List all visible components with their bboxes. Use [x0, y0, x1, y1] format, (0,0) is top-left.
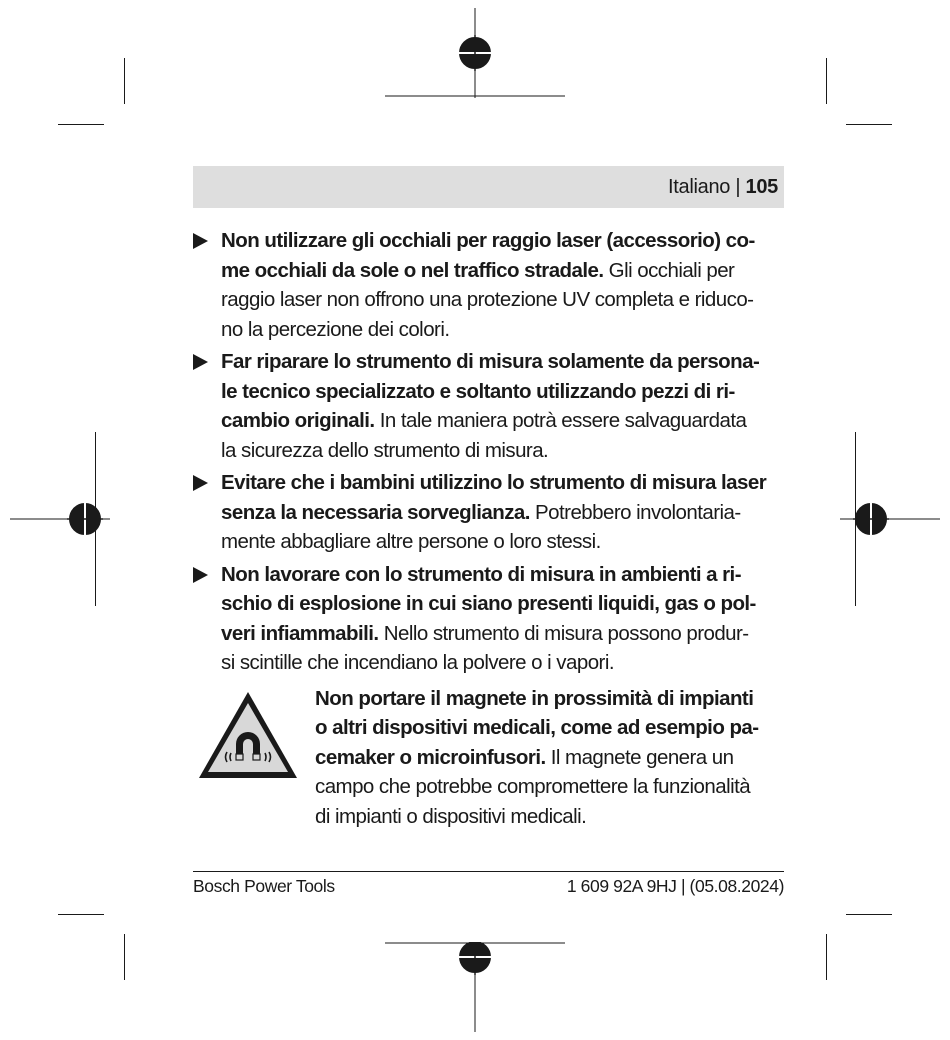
bullet-normal: In tale maniera potrà essere salvaguardata la sicurezza dello strumento di misura.: [221, 409, 747, 462]
bullet-item: [193, 560, 787, 678]
page-header-text: [668, 175, 778, 199]
bullet-item: [193, 226, 787, 344]
registration-mark-icon: [385, 942, 565, 1032]
registration-mark-icon: [840, 499, 940, 539]
bullet-item: [193, 468, 787, 557]
footer-rule: [193, 871, 784, 872]
crop-mark: [846, 124, 892, 125]
magnet-warning-bold: Non portare il magnete in prossimità di impianti o altri dispositivi medicali, come ad esempio pa- cemaker o microinfusori.: [315, 686, 759, 769]
bullet-text: [221, 560, 787, 678]
safety-instructions: [193, 226, 787, 831]
footer-doc-id: 1 609 92A 9HJ | (05.08.2024): [566, 876, 784, 896]
bullet-normal: Potrebbero involontaria- mente abbagliare altre persone o loro stessi.: [221, 500, 741, 553]
magnet-warning: [193, 684, 787, 832]
magnet-warning-icon: [197, 690, 299, 780]
crop-mark: [58, 124, 104, 125]
bullet-normal: Gli occhiali per raggio laser non offrono una protezione UV completa e riduco- no la percezione dei colori.: [221, 258, 754, 341]
bullet-text: [221, 226, 787, 344]
crop-mark: [124, 934, 125, 980]
magnet-warning-text: [315, 684, 787, 832]
bullet-arrow-icon: [193, 475, 208, 491]
bullet-bold: Non utilizzare gli occhiali per raggio laser (accessorio) co- me occhiali da sole o nel traffico stradale.: [221, 229, 755, 282]
bullet-arrow-icon: [193, 567, 208, 583]
header-separator: |: [730, 176, 746, 198]
page-header: [193, 166, 784, 208]
bullet-text: [221, 468, 787, 557]
bullet-normal: Nello strumento di misura possono produr- si scintille che incendiano la polvere o i vapori.: [221, 621, 749, 674]
footer-publisher: Bosch Power Tools: [193, 876, 335, 896]
crop-mark: [846, 914, 892, 915]
bullet-list: [193, 226, 787, 678]
header-language: Italiano: [668, 176, 731, 198]
bullet-bold: Non lavorare con lo strumento di misura in ambienti a ri- schio di esplosione in cui siano presenti liquidi, gas o pol- veri infiammabili.: [221, 562, 756, 645]
bullet-item: [193, 347, 787, 465]
registration-mark-icon: [10, 499, 110, 539]
bullet-text: [221, 347, 787, 465]
bullet-bold: Far riparare lo strumento di misura solamente da persona- le tecnico specializzato e soltanto utilizzando pezzi di ri- cambio originali.: [221, 350, 760, 432]
crop-mark: [58, 914, 104, 915]
magnet-warning-normal: Il magnete genera un campo che potrebbe compromettere la funzionalità di impianti o dispositivi medicali.: [315, 745, 751, 828]
registration-mark-icon: [385, 8, 565, 118]
bullet-bold: Evitare che i bambini utilizzino lo strumento di misura laser senza la necessaria sorveglianza.: [221, 471, 767, 524]
crop-mark: [124, 58, 125, 104]
crop-mark: [826, 58, 827, 104]
page-number: 105: [745, 176, 778, 198]
bullet-arrow-icon: [193, 354, 208, 370]
crop-mark: [826, 934, 827, 980]
bullet-arrow-icon: [193, 233, 208, 249]
